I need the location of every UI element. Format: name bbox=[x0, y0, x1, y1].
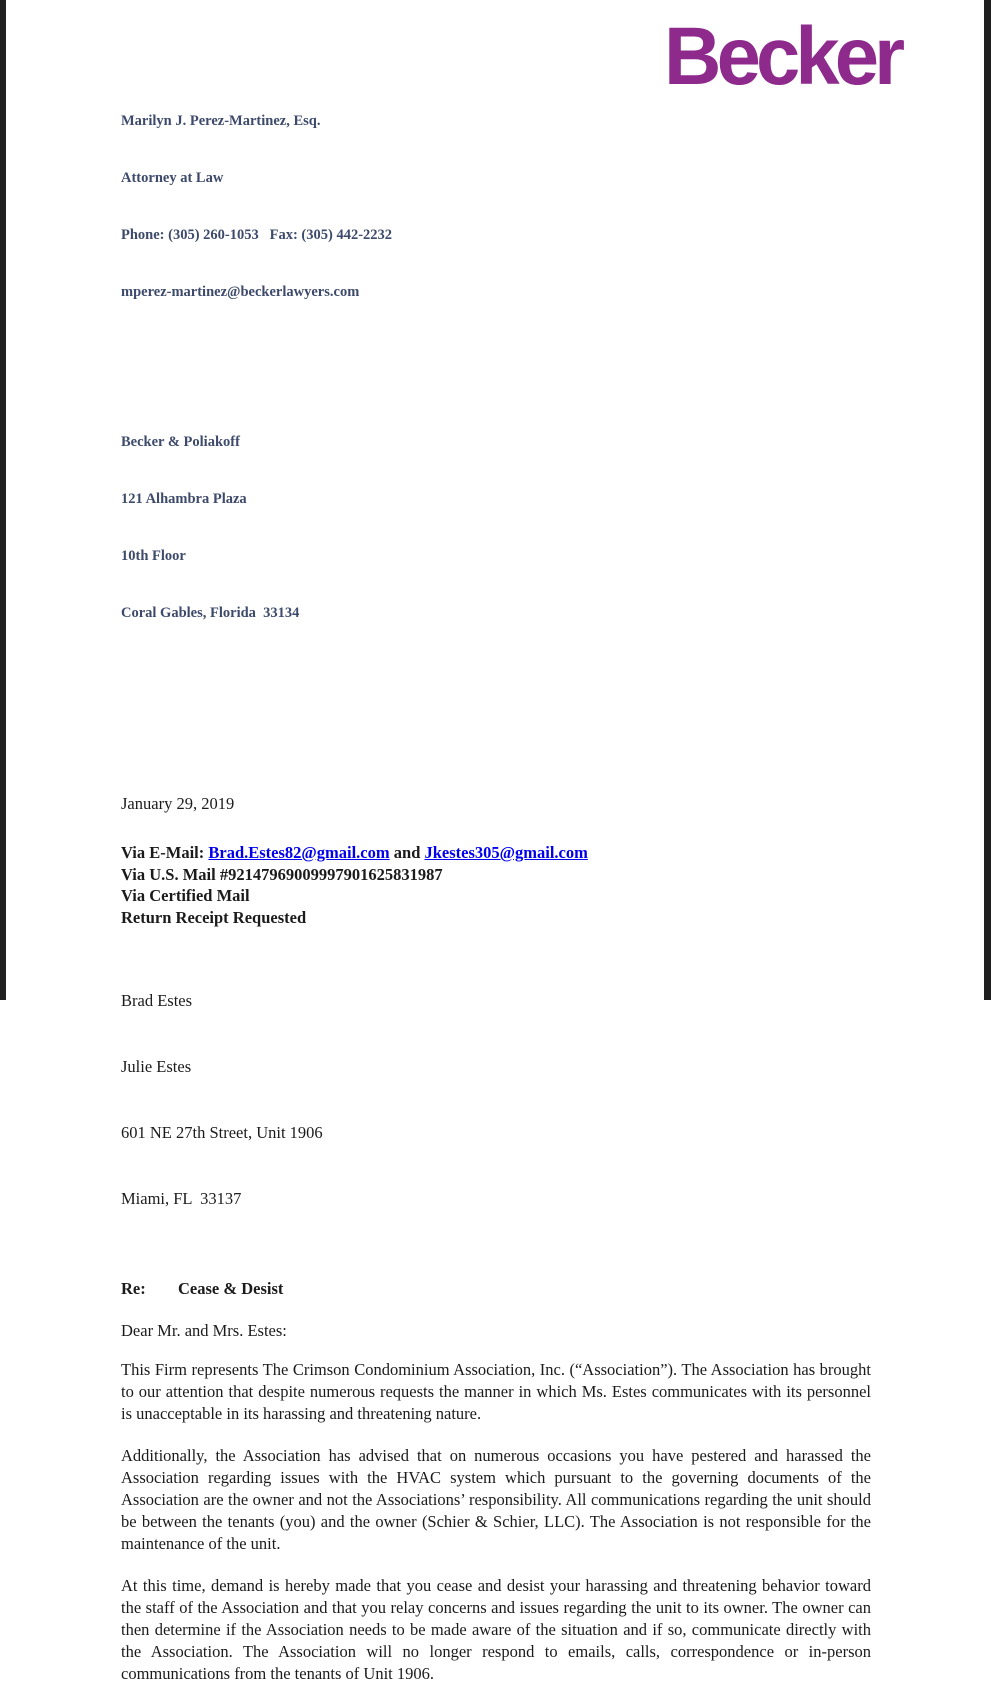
return-receipt-line: Return Receipt Requested bbox=[121, 907, 307, 927]
delivery-email-line bbox=[121, 842, 871, 864]
firm-name: Becker & Poliakoff bbox=[121, 434, 240, 450]
recipient-street: 601 NE 27th Street, Unit 1906 bbox=[121, 1123, 323, 1142]
letter-content bbox=[121, 0, 871, 1684]
firm-address-line3: Coral Gables, Florida 33134 bbox=[121, 605, 300, 621]
attorney-title: Attorney at Law bbox=[121, 170, 224, 186]
scan-edge-right bbox=[984, 0, 991, 1000]
becker-logo: Becker bbox=[664, 11, 901, 102]
recipient-city: Miami, FL 33137 bbox=[121, 1189, 242, 1208]
attorney-phone-fax: Phone: (305) 260-1053 Fax: (305) 442-2232 bbox=[121, 227, 393, 243]
firm-block bbox=[121, 395, 871, 661]
via-email-label: Via E-Mail: bbox=[121, 843, 209, 862]
letterhead bbox=[121, 0, 871, 699]
paragraph-representation: This Firm represents The Crimson Condominium Association, Inc. (“Association”). The Association has brought to our attention that despite numerous requests the manner in which Ms. Estes communicates with its personnel is unacceptable in its harassing and threatening nature. bbox=[121, 1360, 871, 1423]
delivery-methods bbox=[121, 842, 871, 928]
re-line bbox=[121, 1278, 871, 1300]
via-certified-mail-line: Via Certified Mail bbox=[121, 886, 250, 905]
recipient-address-block bbox=[121, 946, 871, 1254]
attorney-name: Marilyn J. Perez-Martinez, Esq. bbox=[121, 113, 321, 129]
attorney-block bbox=[121, 74, 871, 340]
firm-address-line2: 10th Floor bbox=[121, 548, 186, 564]
scan-edge-left bbox=[0, 0, 6, 1000]
via-us-mail-line: Via U.S. Mail #92147969009997901625831987 bbox=[121, 864, 443, 884]
paragraph-hvac-complaints: Additionally, the Association has advised that on numerous occasions you have pestered and harassed the Association regarding issues with the HVAC system which pursuant to the governing documents of the Association are the owner and not the Associations’ responsibility. All communications regarding the unit should be between the tenants (you) and the owner (Schier & Schier, LLC). The Association is not responsible for the maintenance of the unit. bbox=[121, 1446, 871, 1553]
attorney-email: mperez-martinez@beckerlawyers.com bbox=[121, 284, 360, 300]
email-link-brad[interactable]: Brad.Estes82@gmail.com bbox=[208, 843, 390, 862]
letter-date: January 29, 2019 bbox=[121, 794, 235, 813]
email-link-julie[interactable]: Jkestes305@gmail.com bbox=[424, 843, 588, 862]
re-subject: Cease & Desist bbox=[178, 1279, 284, 1298]
recipient-name-1: Brad Estes bbox=[121, 991, 193, 1010]
paragraph-demand: At this time, demand is hereby made that you cease and desist your harassing and threatening behavior toward the staff of the Association and that you relay concerns and issues regarding the unit to its owner. The owner can then determine if the Association needs to be made aware of the situation and if so, communicate directly with the Association. The Association will no longer respond to emails, calls, correspondence or in-person communications from the tenants of Unit 1906. bbox=[121, 1576, 871, 1683]
recipient-name-2: Julie Estes bbox=[121, 1057, 192, 1076]
firm-address-line1: 121 Alhambra Plaza bbox=[121, 491, 247, 507]
salutation: Dear Mr. and Mrs. Estes: bbox=[121, 1321, 287, 1340]
re-label: Re: bbox=[121, 1279, 146, 1298]
email-connector: and bbox=[389, 843, 425, 862]
